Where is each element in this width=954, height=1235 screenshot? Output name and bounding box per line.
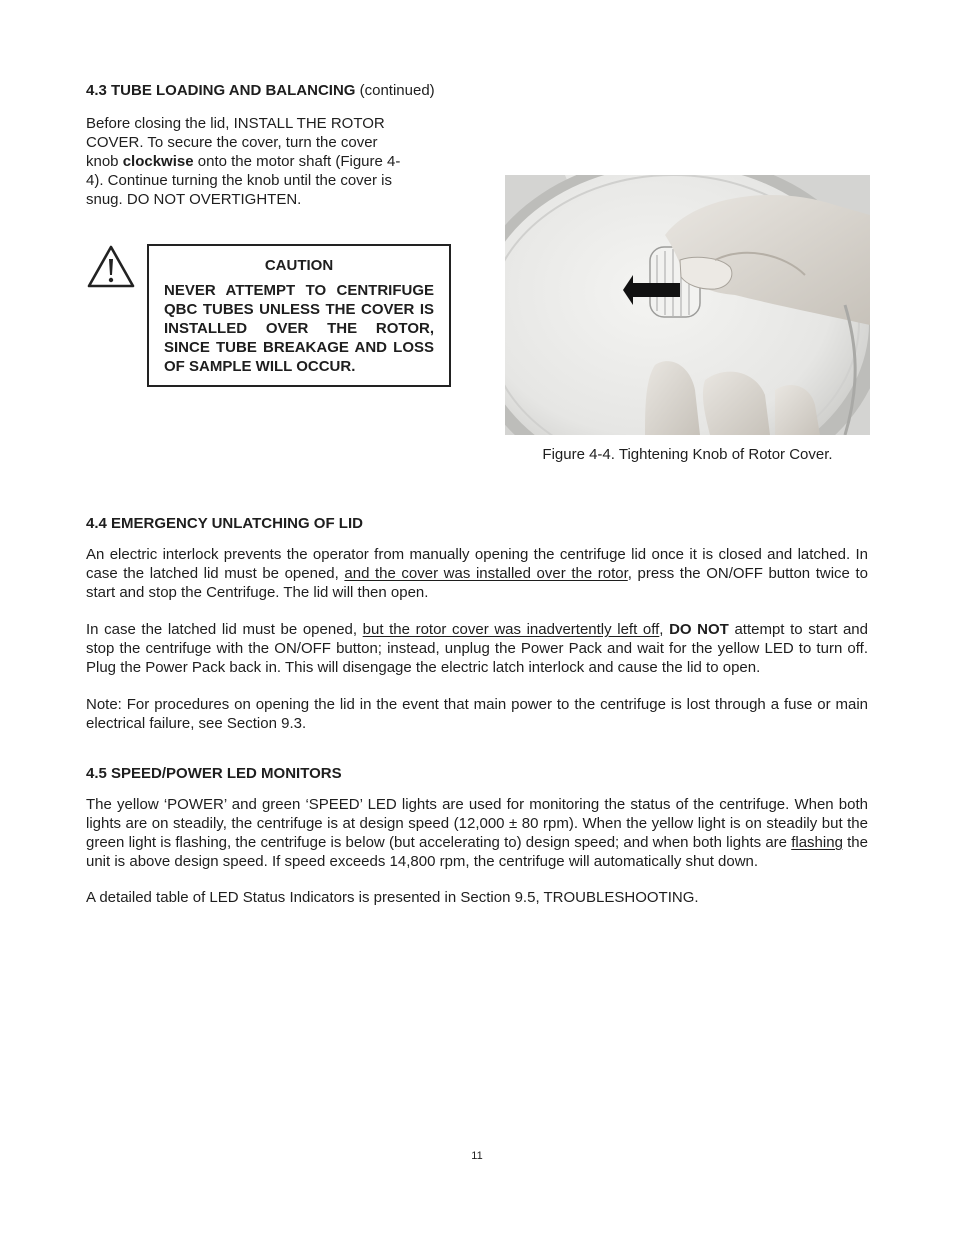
section-4-5-p1-text-1: The yellow ‘POWER’ and green ‘SPEED’ LED lights are used for monitoring the status of the centrifuge. When both lights are on steadily, the centrifuge is at design speed (12,000 ± 80 rpm). When the yellow light is on steadily but the green light is flashing, the centrifuge is below (but accelerating to) design speed; and when both lights are <box>86 796 868 851</box>
section-4-4-p2-text-2: , <box>659 621 670 638</box>
section-4-5-paragraph-1 <box>86 795 868 871</box>
section-4-4-p2-text-1: In case the latched lid must be opened, <box>86 621 363 638</box>
page-number: 11 <box>471 1150 483 1162</box>
do-not-bold: DO NOT <box>669 621 729 638</box>
section-4-4-paragraph-1 <box>86 545 868 602</box>
flashing-underline: flashing <box>791 834 843 851</box>
section-4-3-text-2: onto the motor shaft (Figure 4-4). Continue turning the knob until the cover is snug. DO NOT OVERTIGHTEN. <box>86 153 401 208</box>
section-4-4-p1-text-2: , press the ON/OFF button twice to start and stop the Centrifuge. The lid will then open. <box>86 565 868 601</box>
section-4-4-heading: 4.4 EMERGENCY UNLATCHING OF LID <box>86 515 363 532</box>
section-4-3-paragraph <box>86 114 408 209</box>
caution-title: CAUTION <box>264 257 334 274</box>
caution-box <box>147 244 451 387</box>
section-4-5-paragraph-2: A detailed table of LED Status Indicators is presented in Section 9.5, TROUBLESHOOTING. <box>86 889 699 906</box>
section-4-4-p1-text-1: An electric interlock prevents the operator from manually opening the centrifuge lid once it is closed and latched. In case the latched lid must be opened, <box>86 546 868 582</box>
section-4-4-note: Note: For procedures on opening the lid in the event that main power to the centrifuge is lost through a fuse or main electrical failure, see Section 9.3. <box>86 696 868 732</box>
clockwise-bold: clockwise <box>122 153 194 170</box>
caution-text: NEVER ATTEMPT TO CENTRIFUGE QBC TUBES UNLESS THE COVER IS INSTALLED OVER THE ROTOR, SINCE TUBE BREAKAGE AND LOSS OF SAMPLE WILL OCCUR. <box>164 282 434 375</box>
section-4-3-heading <box>86 81 506 100</box>
section-4-4-p1-underline: and the cover was installed over the rotor <box>344 565 628 582</box>
section-4-3-heading-continued: (continued) <box>359 82 435 99</box>
section-4-4-p2-underline: but the rotor cover was inadvertently left off <box>362 621 660 638</box>
figure-4-4-photo <box>505 175 870 435</box>
section-4-5-heading: 4.5 SPEED/POWER LED MONITORS <box>86 765 342 782</box>
section-4-5-p1-text-2: the unit is above design speed. If speed exceeds 14,800 rpm, the centrifuge will automatically shut down. <box>86 834 868 870</box>
warning-triangle-icon <box>86 244 136 290</box>
figure-caption: Figure 4-4. Tightening Knob of Rotor Cover. <box>542 446 833 463</box>
section-4-4-paragraph-2 <box>86 620 868 677</box>
section-4-3-heading-bold: 4.3 TUBE LOADING AND BALANCING <box>86 82 356 99</box>
section-4-4-p2-text-3: attempt to start and stop the centrifuge with the ON/OFF button; instead, unplug the Power Pack and wait for the yellow LED to turn off. Plug the Power Pack back in. This will disengage the electric latch interlock and cause the lid to open. <box>86 621 868 676</box>
section-4-3-text-1: Before closing the lid, INSTALL THE ROTOR COVER. To secure the cover, turn the cover knob <box>86 115 385 170</box>
